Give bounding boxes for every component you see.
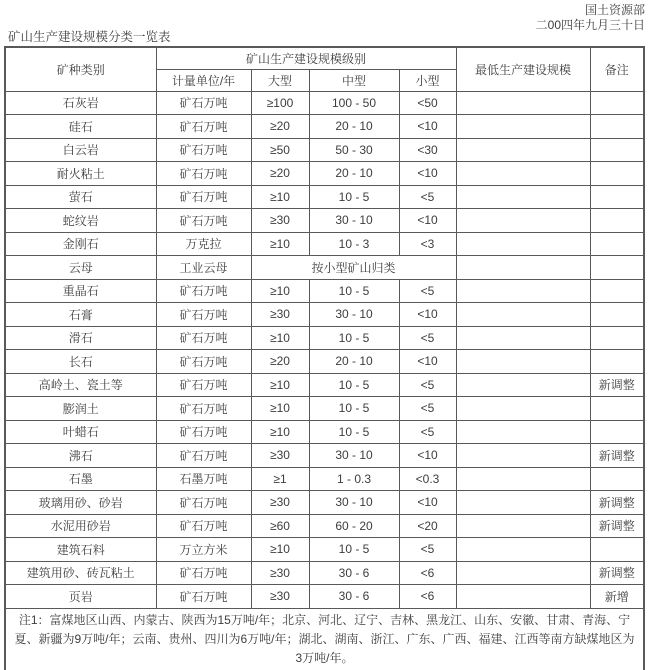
cell-remark: 新调整 <box>590 561 644 585</box>
cell-unit: 矿石万吨 <box>156 115 251 139</box>
table-header <box>5 47 644 91</box>
table-row <box>5 467 644 491</box>
cell-mineral: 高岭土、瓷土等 <box>5 373 156 397</box>
cell-min-scale <box>456 585 590 609</box>
cell-unit: 矿石万吨 <box>156 91 251 115</box>
cell-unit: 工业云母 <box>156 256 251 280</box>
cell-unit: 矿石万吨 <box>156 397 251 421</box>
cell-mineral: 页岩 <box>5 585 156 609</box>
cell-mineral: 石灰岩 <box>5 91 156 115</box>
cell-small: <5 <box>399 185 456 209</box>
cell-min-scale <box>456 91 590 115</box>
cell-remark: 新调整 <box>590 514 644 538</box>
cell-medium: 30 - 10 <box>309 209 399 233</box>
page-title: 矿山生产建设规模分类一览表 <box>8 30 171 44</box>
cell-large: ≥10 <box>251 279 309 303</box>
cell-small: <10 <box>399 350 456 374</box>
cell-unit: 石墨万吨 <box>156 467 251 491</box>
cell-medium: 30 - 6 <box>309 585 399 609</box>
cell-medium: 10 - 5 <box>309 397 399 421</box>
cell-large: ≥30 <box>251 444 309 468</box>
table-row <box>5 373 644 397</box>
cell-remark <box>590 185 644 209</box>
cell-min-scale <box>456 162 590 186</box>
table-row <box>5 162 644 186</box>
cell-min-scale <box>456 303 590 327</box>
cell-min-scale <box>456 350 590 374</box>
cell-small: <5 <box>399 279 456 303</box>
table-row <box>5 538 644 562</box>
cell-large: ≥10 <box>251 326 309 350</box>
cell-min-scale <box>456 326 590 350</box>
cell-large: ≥30 <box>251 303 309 327</box>
cell-small: <6 <box>399 585 456 609</box>
table-footer <box>5 608 644 670</box>
cell-mineral: 玻璃用砂、砂岩 <box>5 491 156 515</box>
cell-small: <5 <box>399 373 456 397</box>
cell-mineral: 水泥用砂岩 <box>5 514 156 538</box>
cell-mineral: 萤石 <box>5 185 156 209</box>
cell-small: <10 <box>399 491 456 515</box>
cell-medium: 30 - 6 <box>309 561 399 585</box>
table-row <box>5 326 644 350</box>
cell-small: <5 <box>399 397 456 421</box>
cell-large: ≥10 <box>251 397 309 421</box>
cell-mineral: 石墨 <box>5 467 156 491</box>
cell-min-scale <box>456 256 590 280</box>
footnote: 注1：富煤地区山西、内蒙古、陕西为15万吨/年；北京、河北、辽宁、吉林、黑龙江、山东、安徽、甘肃、青海、宁夏、新疆为9万吨/年；云南、贵州、四川为6万吨/年；湖北、湖南、浙江、广东、广西、福建、江西等南方缺煤地区为3万吨/年。 <box>5 608 644 670</box>
cell-unit: 矿石万吨 <box>156 303 251 327</box>
table-row <box>5 138 644 162</box>
cell-medium: 100 - 50 <box>309 91 399 115</box>
cell-remark <box>590 162 644 186</box>
cell-mineral: 长石 <box>5 350 156 374</box>
note-row <box>5 608 644 670</box>
column-header-medium: 中型 <box>309 69 399 91</box>
cell-small: <30 <box>399 138 456 162</box>
cell-mineral: 硅石 <box>5 115 156 139</box>
cell-unit: 矿石万吨 <box>156 209 251 233</box>
table-row <box>5 91 644 115</box>
cell-large: ≥30 <box>251 585 309 609</box>
cell-remark <box>590 420 644 444</box>
cell-medium: 30 - 10 <box>309 444 399 468</box>
cell-remark: 新调整 <box>590 491 644 515</box>
cell-large: ≥1 <box>251 467 309 491</box>
cell-small: <6 <box>399 561 456 585</box>
cell-min-scale <box>456 185 590 209</box>
cell-large: ≥20 <box>251 115 309 139</box>
cell-small: <5 <box>399 538 456 562</box>
cell-small: <5 <box>399 420 456 444</box>
cell-large: ≥30 <box>251 561 309 585</box>
cell-remark: 新增 <box>590 585 644 609</box>
cell-unit: 矿石万吨 <box>156 585 251 609</box>
cell-mineral: 滑石 <box>5 326 156 350</box>
cell-large: ≥20 <box>251 350 309 374</box>
cell-medium: 10 - 5 <box>309 373 399 397</box>
cell-min-scale <box>456 491 590 515</box>
mine-scale-table <box>4 46 645 670</box>
column-header-small: 小型 <box>399 69 456 91</box>
cell-small: <3 <box>399 232 456 256</box>
cell-unit: 矿石万吨 <box>156 561 251 585</box>
cell-remark <box>590 209 644 233</box>
cell-medium: 30 - 10 <box>309 491 399 515</box>
cell-medium: 10 - 5 <box>309 279 399 303</box>
cell-remark <box>590 397 644 421</box>
table-row <box>5 585 644 609</box>
table-row <box>5 350 644 374</box>
cell-small: <10 <box>399 444 456 468</box>
cell-unit: 矿石万吨 <box>156 350 251 374</box>
document-header <box>536 3 645 33</box>
column-header-scale-group: 矿山生产建设规模级别 <box>156 47 456 69</box>
cell-unit: 万立方米 <box>156 538 251 562</box>
cell-medium: 20 - 10 <box>309 115 399 139</box>
cell-small: <50 <box>399 91 456 115</box>
cell-large: ≥10 <box>251 420 309 444</box>
cell-remark <box>590 232 644 256</box>
table-row <box>5 115 644 139</box>
cell-small: <10 <box>399 209 456 233</box>
cell-min-scale <box>456 397 590 421</box>
cell-classification-note: 按小型矿山归类 <box>251 256 456 280</box>
cell-remark <box>590 91 644 115</box>
cell-unit: 万克拉 <box>156 232 251 256</box>
cell-min-scale <box>456 279 590 303</box>
issuing-agency: 国土资源部 <box>584 3 645 17</box>
cell-unit: 矿石万吨 <box>156 279 251 303</box>
cell-min-scale <box>456 538 590 562</box>
cell-small: <0.3 <box>399 467 456 491</box>
cell-mineral: 石膏 <box>5 303 156 327</box>
cell-mineral: 白云岩 <box>5 138 156 162</box>
cell-large: ≥10 <box>251 538 309 562</box>
cell-large: ≥50 <box>251 138 309 162</box>
table-row <box>5 232 644 256</box>
column-header-large: 大型 <box>251 69 309 91</box>
cell-mineral: 蛇纹岩 <box>5 209 156 233</box>
cell-min-scale <box>456 138 590 162</box>
table-row <box>5 561 644 585</box>
cell-small: <10 <box>399 162 456 186</box>
cell-mineral: 金刚石 <box>5 232 156 256</box>
cell-remark <box>590 467 644 491</box>
cell-small: <20 <box>399 514 456 538</box>
cell-mineral: 叶蜡石 <box>5 420 156 444</box>
cell-large: ≥10 <box>251 185 309 209</box>
cell-mineral: 建筑用砂、砖瓦粘土 <box>5 561 156 585</box>
cell-medium: 60 - 20 <box>309 514 399 538</box>
cell-unit: 矿石万吨 <box>156 185 251 209</box>
cell-small: <5 <box>399 326 456 350</box>
cell-mineral: 耐火粘土 <box>5 162 156 186</box>
cell-large: ≥30 <box>251 491 309 515</box>
cell-min-scale <box>456 514 590 538</box>
cell-medium: 1 - 0.3 <box>309 467 399 491</box>
cell-medium: 20 - 10 <box>309 162 399 186</box>
table-row <box>5 303 644 327</box>
table-row <box>5 397 644 421</box>
cell-mineral: 建筑石料 <box>5 538 156 562</box>
table-row <box>5 279 644 303</box>
cell-unit: 矿石万吨 <box>156 162 251 186</box>
cell-medium: 20 - 10 <box>309 350 399 374</box>
cell-remark <box>590 303 644 327</box>
cell-min-scale <box>456 420 590 444</box>
cell-min-scale <box>456 467 590 491</box>
table-row <box>5 185 644 209</box>
cell-remark <box>590 538 644 562</box>
column-header-mineral: 矿种类别 <box>5 47 156 91</box>
table-row <box>5 491 644 515</box>
cell-small: <10 <box>399 115 456 139</box>
cell-mineral: 沸石 <box>5 444 156 468</box>
cell-unit: 矿石万吨 <box>156 373 251 397</box>
table-row <box>5 209 644 233</box>
cell-remark <box>590 279 644 303</box>
cell-large: ≥10 <box>251 373 309 397</box>
cell-small: <10 <box>399 303 456 327</box>
cell-medium: 10 - 5 <box>309 326 399 350</box>
cell-remark <box>590 256 644 280</box>
cell-large: ≥30 <box>251 209 309 233</box>
cell-unit: 矿石万吨 <box>156 420 251 444</box>
cell-min-scale <box>456 209 590 233</box>
cell-remark <box>590 326 644 350</box>
cell-min-scale <box>456 561 590 585</box>
cell-large: ≥60 <box>251 514 309 538</box>
cell-medium: 10 - 3 <box>309 232 399 256</box>
column-header-remark: 备注 <box>590 47 644 91</box>
cell-unit: 矿石万吨 <box>156 444 251 468</box>
table-row <box>5 514 644 538</box>
cell-medium: 50 - 30 <box>309 138 399 162</box>
cell-large: ≥100 <box>251 91 309 115</box>
cell-mineral: 重晶石 <box>5 279 156 303</box>
cell-remark: 新调整 <box>590 373 644 397</box>
cell-min-scale <box>456 444 590 468</box>
issue-date: 二00四年九月三十日 <box>535 18 645 32</box>
cell-medium: 10 - 5 <box>309 185 399 209</box>
cell-unit: 矿石万吨 <box>156 326 251 350</box>
cell-remark <box>590 115 644 139</box>
cell-medium: 10 - 5 <box>309 538 399 562</box>
table-row <box>5 420 644 444</box>
table-body <box>5 91 644 608</box>
column-header-min-scale: 最低生产建设规模 <box>456 47 590 91</box>
table-row <box>5 444 644 468</box>
cell-min-scale <box>456 115 590 139</box>
cell-large: ≥10 <box>251 232 309 256</box>
cell-mineral: 云母 <box>5 256 156 280</box>
cell-unit: 矿石万吨 <box>156 514 251 538</box>
cell-remark <box>590 138 644 162</box>
cell-medium: 10 - 5 <box>309 420 399 444</box>
cell-medium: 30 - 10 <box>309 303 399 327</box>
column-header-unit: 计量单位/年 <box>156 69 251 91</box>
cell-min-scale <box>456 373 590 397</box>
header-row-1 <box>5 47 644 69</box>
cell-min-scale <box>456 232 590 256</box>
table-row <box>5 256 644 280</box>
cell-unit: 矿石万吨 <box>156 491 251 515</box>
cell-remark: 新调整 <box>590 444 644 468</box>
cell-large: ≥20 <box>251 162 309 186</box>
cell-unit: 矿石万吨 <box>156 138 251 162</box>
cell-remark <box>590 350 644 374</box>
cell-mineral: 膨润土 <box>5 397 156 421</box>
